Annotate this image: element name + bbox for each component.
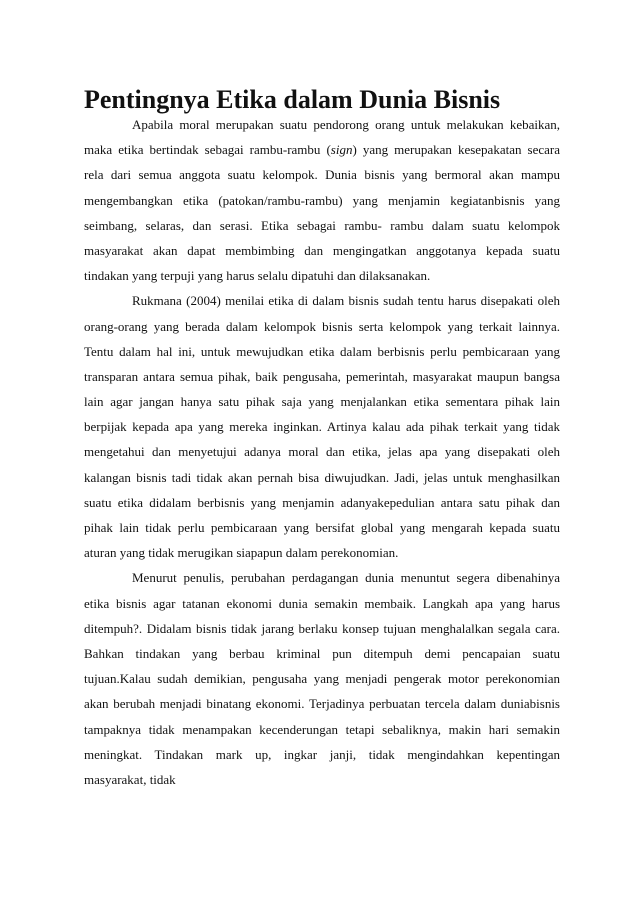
paragraph-line: masyarakat akan dapat membimbing dan mengingatkan anggotanya kepada suatu: [84, 242, 560, 258]
paragraph-1: [84, 112, 560, 288]
paragraph-line: aturan yang tidak merugikan siapapun dalam perekonomian.: [84, 545, 399, 561]
paragraph-3: [84, 565, 560, 792]
paragraph-line: Bahkan tindakan yang berbau kriminal pun ditempuh demi pencapaian suatu: [84, 645, 560, 661]
paragraph-line: ditempuh?. Didalam bisnis tidak jarang berlaku konsep tujuan menghalalkan segala cara.: [84, 620, 560, 636]
paragraph-line: mengetahui dan menyetujui adanya moral dan etika, jelas apa yang disepakati oleh: [84, 444, 560, 460]
paragraph-line: tampaknya tidak menampakan kecenderungan tetapi sebaliknya, makin hari semakin: [84, 721, 560, 737]
paragraph-line: Rukmana (2004) menilai etika di dalam bisnis sudah tentu harus disepakati oleh: [132, 293, 560, 309]
paragraph-line: mengembangkan etika (patokan/rambu-rambu) yang menjamin kegiatanbisnis yang: [84, 192, 560, 208]
paragraph-line: lain agar jangan hanya satu pihak saja yang menjalankan etika sementara pihak lain: [84, 394, 560, 410]
section-heading: Pentingnya Etika dalam Dunia Bisnis: [84, 85, 501, 114]
document-body: [84, 85, 560, 792]
paragraph-line: akan berubah menjadi binatang ekonomi. Terjadinya perbuatan tercela dalam duniabisnis: [84, 696, 560, 712]
paragraph-line: orang-orang yang berada dalam kelompok bisnis serta kelompok yang terkait lainnya.: [84, 318, 560, 334]
paragraph-line: transparan antara semua pihak, baik pengusaha, pemerintah, masyarakat maupun bangsa: [84, 368, 560, 384]
italic-term: sign: [330, 142, 353, 158]
paragraph-line: meningkat. Tindakan mark up, ingkar janji, tidak mengindahkan kepentingan: [84, 746, 560, 762]
paragraph-line: Menurut penulis, perubahan perdagangan dunia menuntut segera dibenahinya: [132, 570, 560, 586]
paragraph-line: tindakan yang terpuji yang harus selalu dipatuhi dan dilaksanakan.: [84, 268, 431, 284]
paragraph-line: suatu etika didalam berbisnis yang menjamin adanyakepedulian antara satu pihak dan: [84, 494, 560, 510]
paragraph-line: rela dari semua anggota suatu kelompok. Dunia bisnis yang bermoral akan mampu: [84, 167, 560, 183]
paragraph-line-with-italic: maka etika bertindak sebagai rambu-rambu (sign) yang merupakan kesepakatan secara: [84, 142, 560, 158]
paragraph-line: kalangan bisnis tadi tidak akan pernah bisa diwujudkan. Jadi, jelas untuk menghasilkan: [84, 469, 560, 485]
paragraph-line: etika bisnis agar tatanan ekonomi dunia semakin membaik. Langkah apa yang harus: [84, 595, 560, 611]
paragraph-line: Apabila moral merupakan suatu pendorong orang untuk melakukan kebaikan,: [132, 117, 560, 132]
paragraph-line: pihak lain tidak perlu pembicaraan yang bersifat global yang mengarah kepada suatu: [84, 520, 560, 535]
paragraph-line: berpijak kepada apa yang mereka inginkan. Artinya kalau ada pihak terkait yang tidak: [84, 419, 560, 435]
paragraph-line: seimbang, selaras, dan serasi. Etika sebagai rambu- rambu dalam suatu kelompok: [84, 217, 560, 233]
paragraph-line: Tentu dalam hal ini, untuk mewujudkan etika dalam berbisnis perlu pembicaraan yang: [84, 343, 560, 359]
paragraph-line: tujuan.Kalau sudah demikian, pengusaha yang menjadi pengerak motor perekonomian: [84, 671, 560, 687]
paragraph-2: [84, 288, 560, 565]
paragraph-line: masyarakat, tidak: [84, 771, 176, 787]
